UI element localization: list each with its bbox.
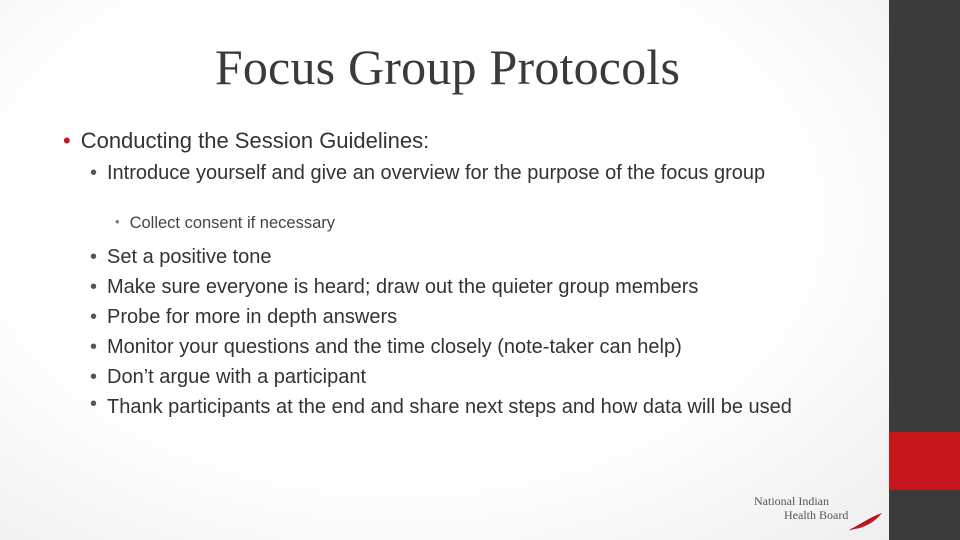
list-item	[90, 362, 850, 392]
list-item	[90, 302, 850, 332]
bullet-icon: •	[90, 393, 98, 415]
list-item	[90, 242, 850, 272]
bullet-icon: •	[63, 128, 71, 153]
level1-heading	[63, 128, 429, 154]
bullet-icon: •	[90, 336, 98, 358]
level1-text: Conducting the Session Guidelines:	[80, 128, 430, 153]
logo-line2: Health Board	[784, 508, 849, 522]
list-item	[90, 332, 850, 362]
bullet-icon: •	[90, 306, 98, 328]
list-item	[90, 392, 850, 419]
list-item-text: Make sure everyone is heard; draw out the quieter group members	[107, 276, 699, 298]
bullet-icon: •	[90, 246, 98, 268]
bullet-icon: •	[90, 276, 98, 298]
list-item	[90, 272, 850, 302]
bullet-icon: •	[90, 366, 98, 388]
list-item-text: Thank participants at the end and share next steps and how data will be used	[107, 396, 792, 418]
logo-line1: National Indian	[754, 494, 829, 508]
list-item-text: Probe for more in depth answers	[107, 306, 398, 328]
intro-list	[90, 161, 850, 185]
organization-logo	[752, 492, 887, 532]
list-item-text: Monitor your questions and the time closely (note-taker can help)	[107, 336, 682, 358]
sub-item	[115, 214, 335, 233]
bullet-icon: •	[115, 214, 120, 229]
sidebar-accent-block	[889, 432, 960, 490]
list-item-intro	[90, 161, 850, 185]
feather-icon	[848, 510, 884, 532]
slide-title: Focus Group Protocols	[214, 39, 681, 95]
list-item-text: Set a positive tone	[107, 246, 272, 268]
bullet-icon: •	[90, 162, 98, 184]
guidelines-list	[90, 242, 850, 419]
list-item-text: Don’t argue with a participant	[107, 366, 367, 388]
sub-item-text: Collect consent if necessary	[129, 214, 335, 232]
list-item-text: Introduce yourself and give an overview for the purpose of the focus group	[107, 162, 766, 184]
